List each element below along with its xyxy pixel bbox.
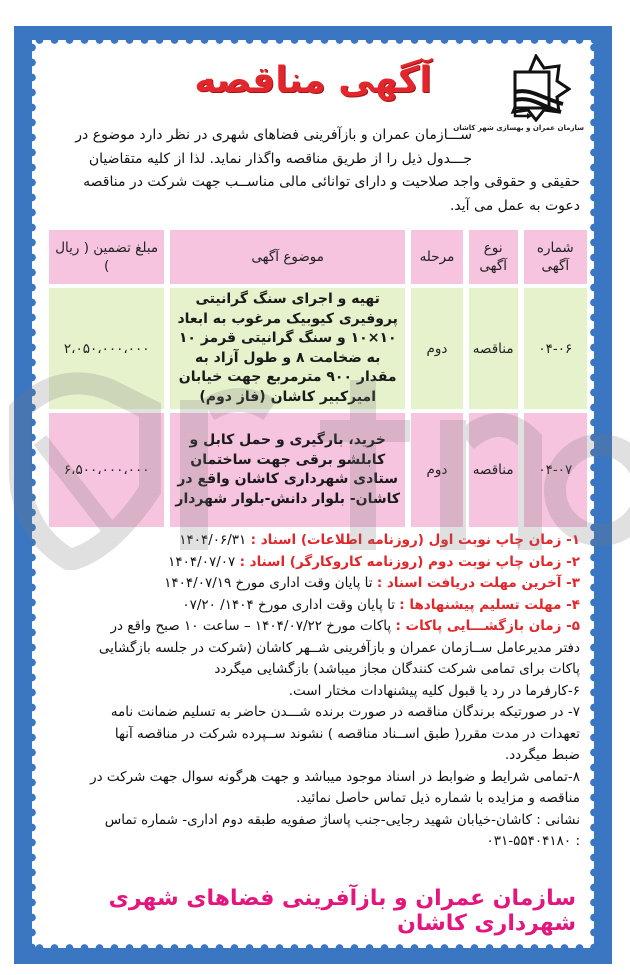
condition-item [50,552,580,574]
table-row [49,413,587,527]
perforation-left [28,40,36,948]
condition-item [50,530,580,552]
condition-item [50,616,580,638]
ad-paper [32,40,594,948]
condition-label: ۵- زمان بازگشـــایی پاکات : [395,618,580,634]
signature: سازمان عمران و بازآفرینی فضاهای شهری شهرداری کاشان [108,886,576,936]
condition-value: پاکات مورخ ۱۴۰۴/۰۷/۲۲ – ساعت ۱۰ صبح واقع در [110,618,396,634]
condition-value: ۱۴۰۴/۰۷/۰۷ [168,553,240,570]
body-line: تعهدات در مدت مقرر( طبق اســناد مناقصه ) نشوند ســپرده شرکت در مناقصه آنها [114,725,580,742]
conditions-list [50,530,580,853]
table-row [49,288,587,409]
table-header-row [49,230,587,284]
logo-caption: سازمان عمران و بهسازی شهر کاشان [453,124,584,132]
header-subject: موضوع آگهی [170,230,405,284]
cell-subject: خرید، بارگیری و حمل کابل و کابلشو برقی جهت ساختمان ستادی شهرداری کاشان واقع در کاشان- بلوار دانش-بلوار شهردار [170,413,405,527]
address-line: نشانی : کاشان-خیابان شهید رجایی-جنب پاساژ صفویه طبقه دوم اداری- شماره تماس [104,811,580,828]
cell-stage: دوم [411,288,463,409]
page-title: آگهی مناقصه [194,60,432,101]
body-line: ۶-کارفرما در رد یا قبول کلیه پیشنهادات مختار است. [288,682,580,699]
body-line: ۷- در صورتیکه برندگان مناقصه در صورت برنده شـــدن حاضر به تسلیم ضمانت نامه [110,704,580,720]
star-logo-icon [501,54,571,122]
tender-table [43,226,593,531]
body-line: مناقصه و مزایده با شماره ذیل تماس حاصل نمائید. [296,790,580,806]
condition-value: تا پایان وقت اداری مورخ ۱۴۰۴/۰۷/۱۹ [164,575,377,591]
condition-value: ۱۴۰۴/۰۶/۳۱ [179,532,251,548]
header-stage: مرحله [411,230,463,284]
organization-logo [453,54,584,134]
cell-subject: تهیه و اجرای سنگ گرانیتی پروفیری کیوبیک مرغوب به ابعاد ۱۰×۱۰ و سنگ گرانیتی قرمز ۱۰ به ضخامت ۸ و طول آزاد به مقدار ۹۰۰ مترمربع جهت خیابان امیرکبیر کاشان (فاز دوم) [170,288,405,409]
intro-line: جـــدول ذیل را از طریق مناقصه واگذار نماید. لذا از کلیه متقاضیان [88,150,472,167]
header-number: شماره آگهی [524,230,587,284]
body-line: دفتر مدیرعامل ســازمان عمران و بازآفرینی شــهر کاشان (شرکت در جلسه بازگشایی [98,639,580,656]
intro-paragraph [50,124,580,218]
cell-stage: دوم [411,413,463,527]
cell-type: مناقصه [469,413,518,527]
condition-value: تا پایان وقت اداری مورخ ۱۴۰۴/ ۰۷/۲۰ [182,596,400,613]
body-line: ۸-تمامی شرایط و ضوابط در اسناد موجود میباشد و جهت هرگونه سوال جهت شرکت در [90,768,580,785]
body-line: پاکات برای تمامی شرکت کنندگان مجاز میباشد) بازگشایی میگردد [214,661,580,677]
intro-line: دعوت به عمل می آید. [449,197,580,214]
cell-amount: ۶،۵۰۰،۰۰۰،۰۰۰ [49,413,164,527]
condition-item [50,573,580,595]
phone-line: : ۰۳۱-۵۵۴۰۴۱۸۰ [486,833,580,849]
perforation-top [32,36,594,44]
condition-item [50,595,580,617]
condition-label: ۴- مهلت تسلیم پیشنهادها : [399,596,580,613]
cell-number: ۰۴-۰۷ [524,413,587,527]
header-amount: مبلغ تضمین ( ریال ) [49,230,164,284]
intro-line: ســـازمان عمران و بازآفرینی فضاهای شهری در نظر دارد موضوع در [75,127,472,143]
cell-type: مناقصه [469,288,518,409]
cell-number: ۰۴-۰۶ [524,288,587,409]
body-line: ضبط میگردد. [504,747,580,763]
cell-amount: ۲،۰۵۰،۰۰۰،۰۰۰ [49,288,164,409]
perforation-bottom [32,944,594,952]
header-type: نوع آگهی [469,230,518,284]
intro-line: حقیقی و حقوقی واجد صلاحیت و دارای توانائی مالی مناســب جهت شرکت در مناقصه [83,174,580,190]
condition-label: ۲- زمان چاپ نوبت دوم (روزنامه کاروکارگر) اسناد : [239,553,580,570]
condition-label: ۱- زمان چاپ نوبت اول (روزنامه اطلاعات) اسناد : [250,532,580,548]
condition-label: ۳- آخرین مهلت دریافت اسناد : [376,575,580,591]
ad-frame [14,26,612,964]
